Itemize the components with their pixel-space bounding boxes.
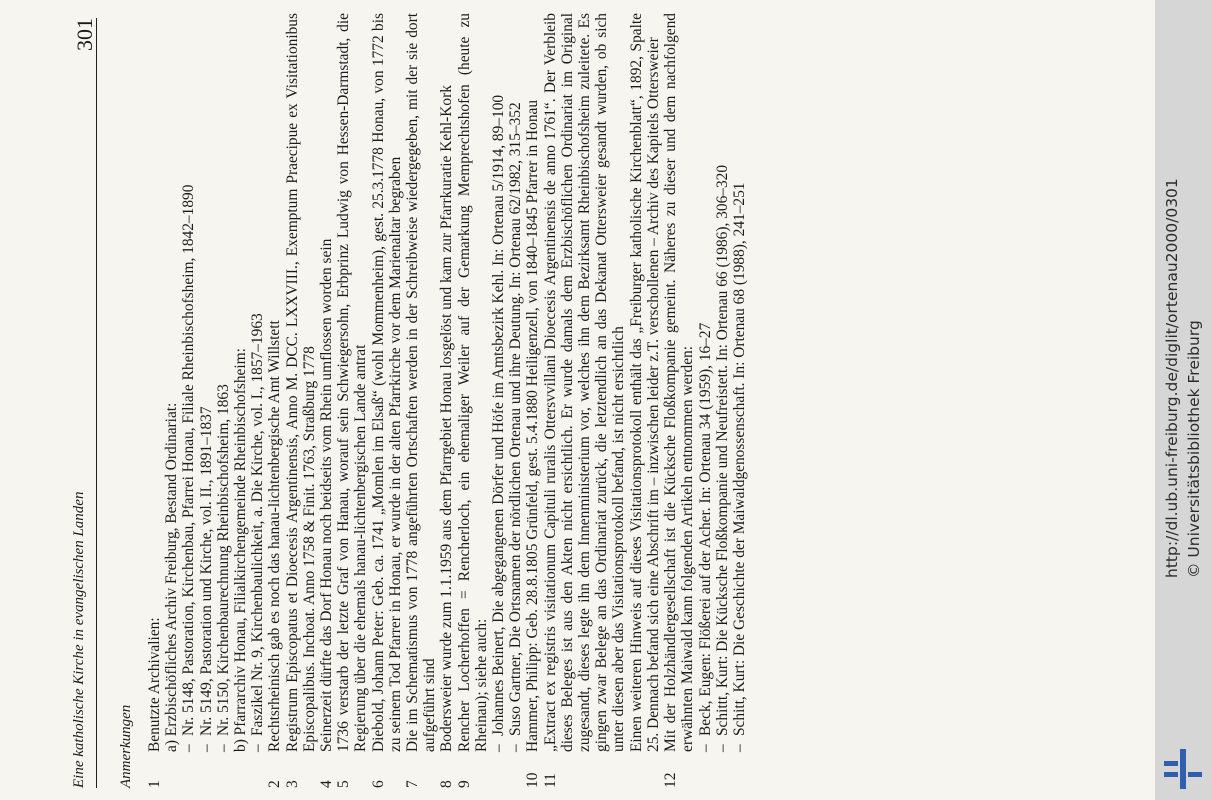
footnote-entry-text: Suso Gartner, Die Ortsnamen der nördlichen Ortenau und ihre Deutung. In: Ortenau 62/1982, 315–352 (507, 102, 525, 736)
footnote-item (404, 13, 438, 788)
footnote-entry-text: Nr. 5150, Kirchenbaurechnung Rheinbischofsheim, 1863 (214, 384, 232, 736)
page-number: 301 (72, 18, 97, 51)
footnote-number: 7 (404, 780, 422, 788)
footnote-list-entry (490, 13, 507, 752)
footnote-text: „Extract ex registris visitationum Capituli ruralis Ottersvvillani Dioecesis Argentinensis de anno 1761“. Der Verbleib dieses Beleges ist aus den Akten nicht ersichtlich. Er wurde damals dem Erzbischöflichen Ordinariat im Original zugesandt, dieses legte ihn dem Innenministerium vor, welches ihn dem Bezirksamt Rheinbischofsheim zuleitete. Es gingen zwar Belege an das Ordinariat zurück, die letztendlich an das Dekanat Ottersweier gesandt wurden, ob sich unter diesen aber das Visitationsprotokoll befand, ist nicht ersichtlich (541, 13, 628, 752)
footnote-body (662, 13, 748, 752)
footnote-text: Bodersweier wurde zum 1.1.1959 aus dem Pfarrgebiet Honau losgelöst und kam zur Pfarrkuratie Kehl-Kork (438, 85, 456, 752)
footnote-number: 5 (335, 780, 353, 788)
dash-marker: – (730, 744, 748, 752)
dash-marker: – (490, 744, 508, 752)
footnote-body (146, 13, 266, 752)
dash-marker: – (180, 744, 198, 752)
footnote-list-entry (198, 13, 215, 752)
header-rule (96, 18, 97, 788)
footnote-text: b) Pfarrarchiv Honau, Filialkirchengemeinde Rheinbischofsheim: (232, 348, 250, 752)
footnote-body (524, 13, 541, 752)
footnote-body (266, 13, 283, 752)
footnote-text: 1736 verstarb der letzte Graf von Hanau, worauf sein Schwiegersohn, Erbprinz Ludwig von Hessen-Darmstadt, die Regierung über die ehemals hanau-lichtenbergischen Lande antrat (335, 13, 370, 752)
footnote-body (370, 13, 404, 752)
footnote-entry-text: Beck, Eugen: Flößerei auf der Acher. In: Ortenau 34 (1959), 16–27 (696, 322, 714, 736)
footnote-list-entry (215, 13, 232, 752)
footnote-list-entry (180, 13, 197, 752)
footnote-body (284, 13, 318, 752)
footnote-text: Diebold, Johann Peter: Geb. ca. 1741 „Momlen im Elsaß“ (wohl Mommenheim), gest. 25.3.1778 Honau, von 1772 bis zu seinem Tod Pfarrer in Honau, er wurde in der alten Pfarrkirche vor dem Marienaltar begraben (369, 13, 404, 752)
footnotes-list (146, 13, 748, 788)
footnote-text: Rencher Locherhoffen = Rencherloch, ein ehemaliger Weiler auf der Gemarkung Memprechtshofen (heute zu Rheinau); siehe auch: (455, 13, 490, 752)
dash-marker: – (696, 744, 714, 752)
footnote-item (456, 13, 525, 788)
footnote-number: 9 (455, 780, 473, 788)
section-title: Anmerkungen (118, 704, 134, 788)
footnote-number: 10 (524, 772, 542, 788)
dash-marker: – (197, 744, 215, 752)
footnote-text: Einen weiteren Hinweis auf dieses Visitationsprotokoll enthält das „Freiburger katholische Kirchenblatt“, 1892, Spalte 25. Dennach befand sich eine Abschrift im – inzwischen leider z.T. verschollenen – Archiv des Kapitels Ottersweier (627, 13, 662, 752)
footnote-body (456, 13, 525, 752)
footnote-item (438, 13, 455, 788)
footnote-number: 4 (318, 780, 336, 788)
footnote-number: 6 (369, 780, 387, 788)
sidebar-text-frame (1155, 0, 1212, 800)
footnote-text: Registrum Episcopatus et Dioecesis Argentinensis, Anno M. DCC. LXXVIII., Exemptum Praecipue ex Visitationibus Episcopalibus. Inchoat. Anno 1758 & Finit. 1763, Straßburg 1778 (283, 13, 318, 752)
footnote-item (318, 13, 335, 788)
footnote-entry-text: Schittt, Kurt: Die Kücksche Floßkompanie und Neufreistett. In: Ortenau 66 (1986), 306–320 (713, 164, 731, 736)
dash-marker: – (713, 744, 731, 752)
footnote-entry-text: Faszikel Nr. 9, Kirchenbaulichkeit, a. Die Kirche, vol. I., 1857–1963 (249, 313, 267, 736)
footnote-number: 12 (662, 772, 680, 788)
footnote-text: Hammer, Philipp: Geb. 28.8.1805 Grünfeld, gest. 5.4.1880 Heiligenzell, von 1840–1845 Pfarrer in Honau (524, 99, 542, 752)
copyright-credit: © Universitätsbibliothek Freiburg (1185, 320, 1203, 578)
footnote-number: 3 (283, 780, 301, 788)
footnote-number: 11 (541, 773, 559, 788)
footnote-item (662, 13, 748, 788)
footnote-list-entry (249, 13, 266, 752)
footnote-text: Benutzte Archivalien: (146, 617, 163, 752)
footnote-text: Mit der Holzhändlergesellschaft ist die Kücksche Floßkompanie gemeint. Näheres zu dieser und dem nachfolgend erwähnten Maiwald kann folgenden Artikeln entnommen werden: (662, 13, 697, 752)
footnote-entry-text: Nr. 5149, Pastoration und Kirche, vol. II., 1891–1837 (197, 406, 215, 736)
footnote-body (335, 13, 369, 752)
footnote-entry-text: Schitt, Kurt: Die Geschichte der Maiwaldgenossenschaft. In: Ortenau 68 (1988), 241–251 (730, 182, 748, 736)
footnote-number: 1 (146, 780, 163, 788)
footnote-body (318, 13, 335, 752)
footnote-list-entry (731, 13, 748, 752)
footnote-list-entry (697, 13, 714, 752)
library-logo-icon (1161, 747, 1205, 791)
footnote-item (370, 13, 404, 788)
source-url[interactable]: http://dl.ub.uni-freiburg.de/diglit/ortenau2000/0301 (1163, 178, 1181, 578)
dash-marker: – (214, 744, 232, 752)
footnote-item (542, 13, 662, 788)
library-sidebar (1155, 0, 1212, 800)
footnote-item (284, 13, 318, 788)
dash-marker: – (507, 744, 525, 752)
footnote-item (335, 13, 369, 788)
footnote-number: 8 (438, 780, 456, 788)
footnote-text: Die im Schematismus von 1778 angeführten Ortschaften werden in der Schreibweise wiedergegeben, mit der sie dort aufgeführt sind (404, 13, 439, 752)
footnote-body (438, 13, 455, 752)
footnote-item (146, 13, 266, 788)
footnote-body (542, 13, 662, 752)
footnote-body (404, 13, 438, 752)
footnote-list-entry (507, 13, 524, 752)
footnote-list-entry (714, 13, 731, 752)
running-head: Eine katholische Kirche in evangelischen Landen (71, 491, 87, 788)
footnote-item (266, 13, 283, 788)
footnote-entry-text: Nr. 5148, Pastoration, Kirchenbau, Pfarrei Honau, Filiale Rheinbischofsheim, 1842–1890 (180, 184, 198, 736)
footnote-item (524, 13, 541, 788)
footnote-number: 2 (266, 780, 284, 788)
footnote-text: Rechtsrheinisch gab es noch das hanau-lichtenbergische Amt Willstett (266, 320, 284, 752)
footnote-entry-text: Johannes Beinert, Die abgegangenen Dörfer und Höfe im Amtsbezirk Kehl. In: Ortenau 5/1914, 89–100 (490, 94, 508, 736)
dash-marker: – (249, 744, 267, 752)
footnote-text: Seinerzeit dürfte das Dorf Honau noch beidseits vom Rhein umflossen worden sein (318, 238, 336, 752)
footnote-text: a) Erzbischöfliches Archiv Freiburg, Bestand Ordinariat: (163, 402, 181, 752)
